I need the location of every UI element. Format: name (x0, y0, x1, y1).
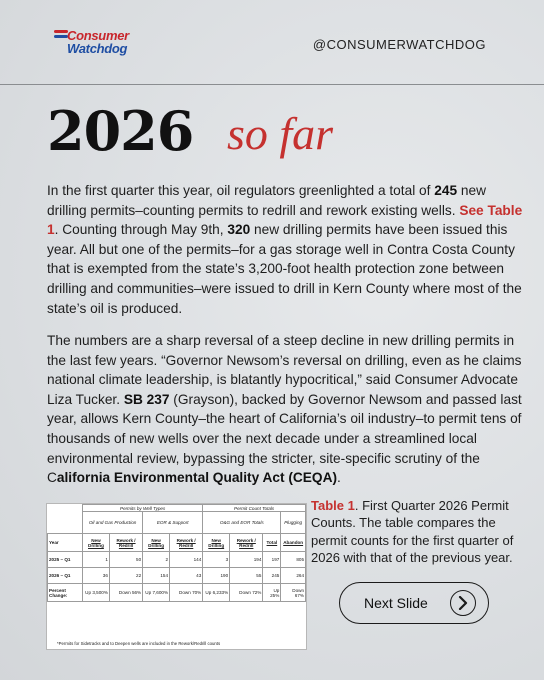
social-handle: @CONSUMERWATCHDOG (312, 37, 486, 52)
row-label: 2026 – Q1 (48, 568, 83, 584)
table-cell: 3 (203, 552, 230, 568)
group-header-well-types: Permits by Well Types (83, 505, 203, 512)
col-header: Rework / Redrill (230, 534, 263, 552)
caption-label: Table 1 (311, 498, 355, 513)
subheader-oil-gas: Oil and Gas Production (83, 512, 143, 534)
table-corner (48, 505, 83, 534)
p1-text-1: In the first quarter this year, oil regulators greenlighted a total of (47, 183, 435, 198)
table-cell: 50 (109, 552, 142, 568)
logo-text-watchdog: Watchdog (67, 41, 128, 56)
table-cell: Down 56% (109, 584, 142, 602)
title-subtitle: so far (227, 108, 334, 159)
table-cell: 22 (109, 568, 142, 584)
subheader-totals: O&G and EOR Totals (203, 512, 281, 534)
table-column-header (48, 534, 306, 552)
col-header: Total (263, 534, 281, 552)
table-row (48, 552, 306, 568)
table-cell: Down 67% (281, 584, 306, 602)
table-cell: 36 (83, 568, 110, 584)
table-cell: 245 (263, 568, 281, 584)
table-cell: 805 (281, 552, 306, 568)
p1-text-2: new drilling permits–counting permits to redrill and rework existing wells. (47, 183, 487, 218)
title-year: 2026 (47, 99, 194, 163)
subheader-plugging: Plugging (281, 512, 306, 534)
row-label: 2025 – Q1 (48, 552, 83, 568)
table-row (48, 568, 306, 584)
col-header: New Drilling (143, 534, 170, 552)
row-label: Percent Change: (48, 584, 83, 602)
caption-text: . First Quarter 2026 Permit Counts. The table compares the permit counts for the first quarter of 2026 with that of the previous year. (311, 498, 514, 566)
table-row (48, 584, 306, 602)
table-cell: Up 6,233% (203, 584, 230, 602)
chevron-right-icon (450, 590, 476, 616)
table-group-header (48, 505, 306, 512)
col-header: Rework / Redrill (109, 534, 142, 552)
see-table-link[interactable]: See Table 1 (47, 202, 523, 238)
group-header-totals: Permit Count Totals (203, 505, 306, 512)
table-cell: 190 (203, 568, 230, 584)
col-header: New Drilling (83, 534, 110, 552)
table-cell: Down 70% (170, 584, 203, 602)
col-header: New Drilling (203, 534, 230, 552)
table-cell: 194 (230, 552, 263, 568)
permit-count-table (46, 503, 307, 650)
col-header: Rework / Redrill (170, 534, 203, 552)
paragraph-permits-summary (47, 181, 523, 318)
header-divider (0, 84, 544, 85)
table-cell: 144 (170, 552, 203, 568)
p1-bold-245: 245 (434, 183, 458, 198)
next-slide-label: Next Slide (364, 595, 428, 611)
p2-text-1: The numbers are a sharp reversal of a steep decline in new drilling permits in the last few years. “Governor Newsom’s reversal on drilling, even as he claims national climate leadership, is blatantly hypocritical,” said Consumer Advocate Liza Tucker. (47, 333, 522, 407)
table-cell: 1 (83, 552, 110, 568)
next-slide-button[interactable] (339, 582, 489, 624)
table-caption (311, 497, 527, 567)
p2-text-3: . (337, 470, 341, 486)
flag-icon (54, 30, 68, 42)
subheader-eor: EOR & Support (143, 512, 203, 534)
table-cell: 264 (281, 568, 306, 584)
table-cell: 2 (143, 552, 170, 568)
table-footnote: *Permits for Sidetracks and to Deepen wells are included in the Rework/Redrill counts (57, 641, 221, 646)
table-cell: 154 (143, 568, 170, 584)
p2-bold-sb237: SB 237 (123, 391, 170, 407)
table-cell: Down 72% (230, 584, 263, 602)
table-cell: Up 25% (263, 584, 281, 602)
consumer-watchdog-logo (54, 28, 164, 58)
p1-bold-320: 320 (227, 222, 251, 238)
table-cell: Up 7,600% (143, 584, 170, 602)
paragraph-reversal (47, 331, 523, 488)
logo-text-consumer: Consumer (67, 28, 129, 43)
p1-text-3: . Counting through May 9th, (54, 222, 228, 238)
table-cell: 43 (170, 568, 203, 584)
p2-bold-ceqa: alifornia Environmental Quality Act (CEQA) (56, 470, 338, 486)
table-cell: Up 3,500% (83, 584, 110, 602)
p2-text-2: (Grayson), backed by Governor Newsom and passed last year, allows Kern County–the heart of California’s oil industry–to permit tens of thousands of new wells over the next decade under a streamlined local environmental review, bypassing the stricter, site-specific scrutiny of the C (47, 391, 522, 486)
col-header: Abandon (281, 534, 306, 552)
table-subgroup-header (48, 512, 306, 534)
table-cell: 55 (230, 568, 263, 584)
data-table (47, 504, 306, 602)
p1-text-4: new drilling permits have been issued this year. All but one of the permits–for a gas storage well in Contra Costa County that is exempted from the state’s 3,200-foot health protection zone between drilling and communities–were issued to drill in Kern County where most of the state’s oil is produced. (47, 222, 522, 316)
table-cell: 197 (263, 552, 281, 568)
col-header-year: Year (48, 534, 83, 552)
